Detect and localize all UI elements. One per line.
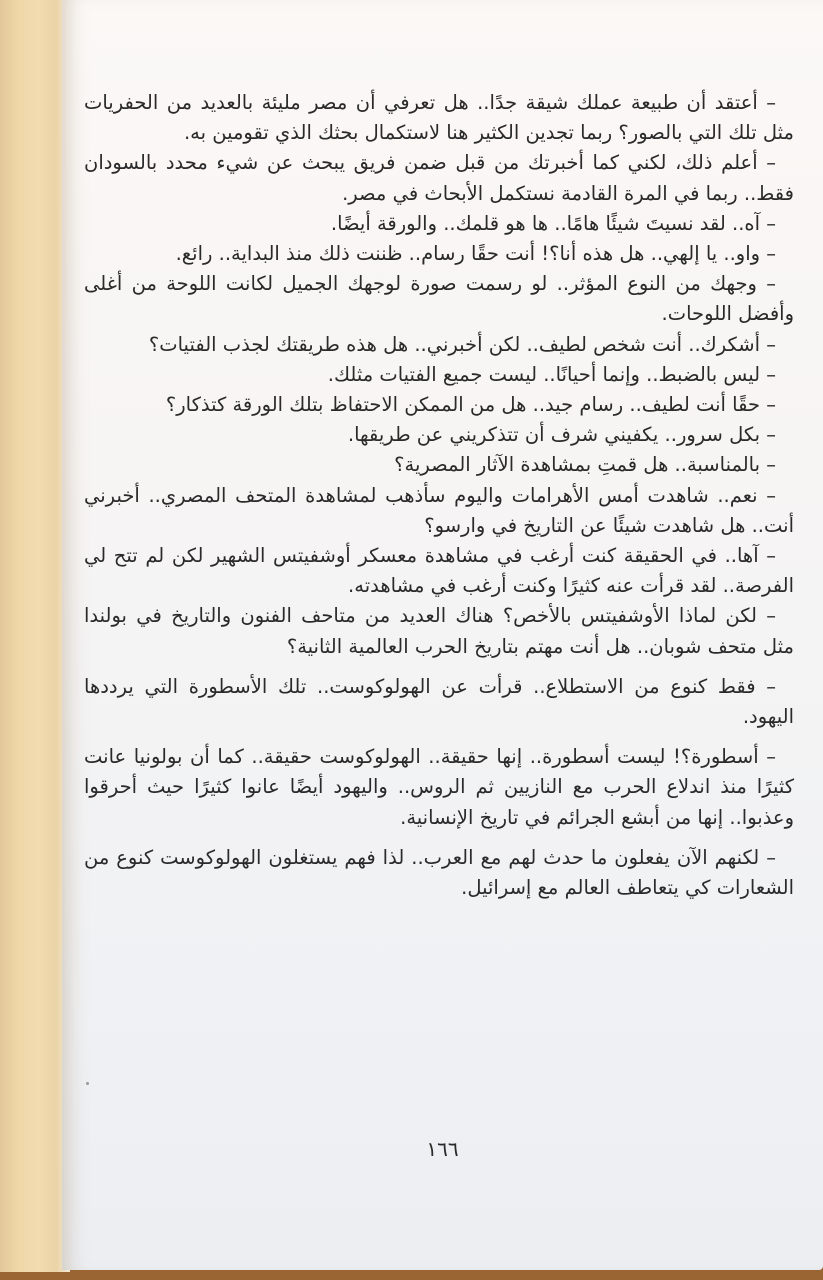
book-page bbox=[62, 0, 823, 1270]
paragraph-4: – واو.. يا إلهي.. هل هذه أنا؟! أنت حقًا رسام.. ظننت ذلك منذ البداية.. رائع. bbox=[175, 242, 776, 266]
paragraph-10: – بالمناسبة.. هل قمتِ بمشاهدة الآثار المصرية؟ bbox=[394, 453, 776, 477]
paragraph-11: – نعم.. شاهدت أمس الأهرامات واليوم سأذهب لمشاهدة المتحف المصري.. أخبرني أنت.. هل شاهدت شيئًا عن التاريخ في وارسو؟ bbox=[84, 483, 794, 537]
page-body-text bbox=[84, 88, 794, 903]
paragraph-2: – أعلم ذلك، لكني كما أخبرتك من قبل ضمن فريق يبحث عن شيء محدد بالسودان فقط.. ربما في المرة القادمة نستكمل الأبحاث في مصر. bbox=[84, 151, 794, 205]
paragraph-13: – لكن لماذا الأوشفيتس بالأخص؟ هناك العديد من متاحف الفنون والتاريخ في بولندا مثل متحف شوبان.. هل أنت مهتم بتاريخ الحرب العالمية الثانية؟ bbox=[84, 604, 794, 658]
paragraph-16: – لكنهم الآن يفعلون ما حدث لهم مع العرب.. لذا فهم يستغلون الهولوكوست كنوع من الشعارات كي يتعاطف العالم مع إسرائيل. bbox=[84, 845, 794, 900]
paragraph-7: – ليس بالضبط.. وإنما أحيانًا.. ليست جميع الفتيات مثلك. bbox=[327, 362, 776, 386]
paragraph-5: – وجهك من النوع المؤثر.. لو رسمت صورة لوجهك الجميل لكانت اللوحة من أغلى وأفضل اللوحات. bbox=[84, 272, 794, 326]
paragraph-1: – أعتقد أن طبيعة عملك شيقة جدًا.. هل تعرفي أن مصر مليئة بالعديد من الحفريات مثل تلك التي بالصور؟ ربما تجدين الكثير هنا لاستكمال بحثك الذي تقومين به. bbox=[84, 91, 794, 145]
paper-speck bbox=[86, 1082, 89, 1085]
book-page-edges bbox=[0, 0, 70, 1272]
paragraph-15: – أسطورة؟! ليست أسطورة.. إنها حقيقة.. الهولوكوست حقيقة.. كما أن بولونيا عانت كثيرًا منذ اندلاع الحرب مع النازيين ثم الروس.. واليهود أيضًا عانوا كثيرًا حيث أحرقوا وعذبوا.. إنها من أبشع الجرائم في تاريخ الإنسانية. bbox=[84, 745, 794, 829]
paragraph-6: – أشكرك.. أنت شخص لطيف.. لكن أخبرني.. هل هذه طريقتك لجذب الفتيات؟ bbox=[148, 332, 776, 356]
paragraph-12: – آها.. في الحقيقة كنت أرغب في مشاهدة معسكر أوشفيتس الشهير لكن لم تتح لي الفرصة.. لقد قرأت عنه كثيرًا وكنت أرغب في مشاهدته. bbox=[84, 544, 794, 598]
page-number: ١٦٦ bbox=[426, 1137, 459, 1161]
paragraph-9: – بكل سرور.. يكفيني شرف أن تتذكريني عن طريقها. bbox=[347, 423, 776, 447]
paragraph-3: – آه.. لقد نسيتَ شيئًا هامًا.. ها هو قلمك.. والورقة أيضًا. bbox=[330, 211, 776, 235]
paragraph-14: – فقط كنوع من الاستطلاع.. قرأت عن الهولوكوست.. تلك الأسطورة التي يرددها اليهود. bbox=[84, 674, 794, 729]
paragraph-8: – حقًا أنت لطيف.. رسام جيد.. هل من الممكن الاحتفاظ بتلك الورقة كتذكار؟ bbox=[165, 393, 776, 417]
